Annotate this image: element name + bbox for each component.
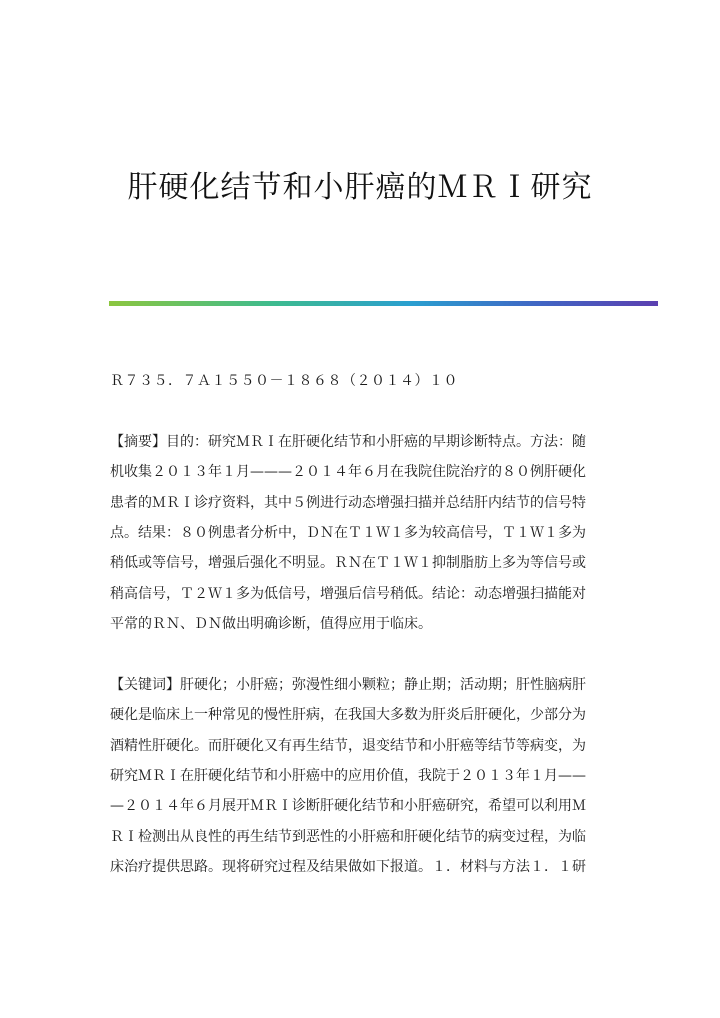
classification-number: Ｒ７３５．７Ａ１５５０－１８６８（２０１４）１０ xyxy=(110,373,458,389)
title-divider xyxy=(109,301,658,306)
document-title: 肝硬化结节和小肝癌的ＭＲＩ研究 xyxy=(127,170,593,205)
keyword-line: 【关键词】肝硬化；小肝癌；弥漫性细小颗粒；静止期；活动期；肝性脑病肝 xyxy=(110,676,586,693)
keyword-line: 酒精性肝硬化。而肝硬化又有再生结节，退变结节和小肝癌等结节等病变，为 xyxy=(110,737,586,754)
abstract-line: 稍高信号，Ｔ２Ｗ１多为低信号，增强后信号稍低。结论：动态增强扫描能对 xyxy=(110,585,586,602)
abstract-line: 患者的ＭＲＩ诊疗资料，其中５例进行动态增强扫描并总结肝内结节的信号特 xyxy=(110,494,586,511)
spacer xyxy=(110,396,610,426)
keyword-line: 研究ＭＲＩ在肝硬化结节和小肝癌中的应用价值，我院于２０１３年１月—— xyxy=(110,768,586,785)
abstract-line: 稍低或等信号，增强后强化不明显。ＲＮ在Ｔ１Ｗ１抑制脂肪上多为等信号或 xyxy=(110,555,586,572)
abstract-line: 点。结果：８０例患者分析中，ＤＮ在Ｔ１Ｗ１多为较高信号，Ｔ１Ｗ１多为 xyxy=(110,524,586,541)
spacer xyxy=(110,640,610,670)
abstract-line: 【摘要】目的：研究ＭＲＩ在肝硬化结节和小肝癌的早期诊断特点。方法：随 xyxy=(110,433,586,450)
abstract-line: 机收集２０１３年１月———２０１４年６月在我院住院治疗的８０例肝硬化 xyxy=(110,464,586,481)
keyword-line: ＲＩ检测出从良性的再生结节到恶性的小肝癌和肝硬化结节的病变过程，为临 xyxy=(110,828,586,845)
abstract-line: 平常的ＲＮ、ＤＮ做出明确诊断，值得应用于临床。 xyxy=(110,616,432,633)
keyword-line: 床治疗提供思路。现将研究过程及结果做如下报道。１．材料与方法１．１研 xyxy=(110,859,586,876)
document-body xyxy=(110,366,610,883)
keyword-line: 硬化是临床上一种常见的慢性肝病，在我国大多数为肝炎后肝硬化，少部分为 xyxy=(110,707,586,724)
keyword-line: —２０１４年６月展开ＭＲＩ诊断肝硬化结节和小肝癌研究，希望可以利用Ｍ xyxy=(110,798,586,815)
